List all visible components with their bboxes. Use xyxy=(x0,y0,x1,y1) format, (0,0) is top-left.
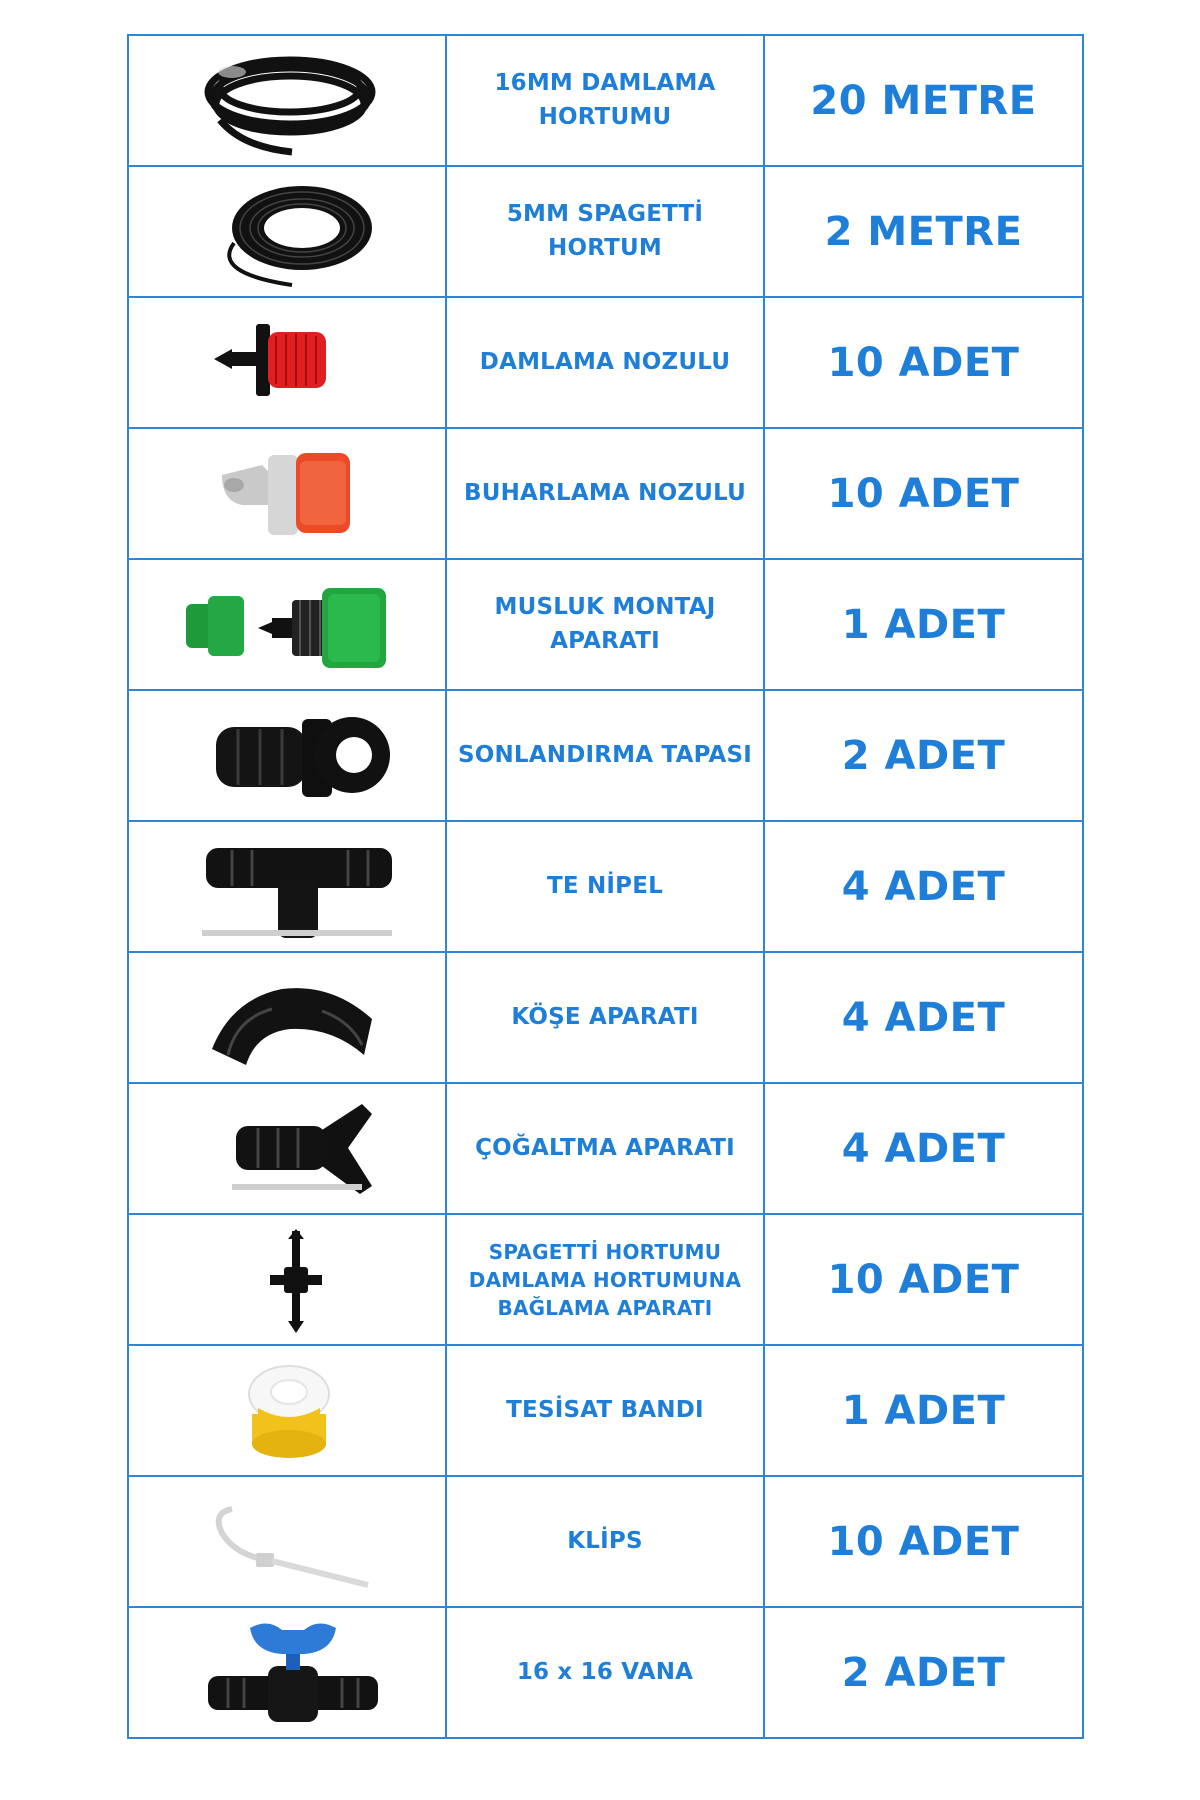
table-row xyxy=(128,1214,1083,1345)
quantity-cell xyxy=(764,297,1083,428)
product-quantity: 1 ADET xyxy=(841,601,1006,648)
valve-icon xyxy=(172,1614,402,1732)
product-name: SONLANDIRMA TAPASI xyxy=(457,741,753,768)
product-name: KLİPS xyxy=(567,1527,643,1554)
product-name-cell xyxy=(446,1607,764,1738)
barbed-connector-icon xyxy=(172,1221,402,1339)
quantity-cell xyxy=(764,690,1083,821)
product-name: DAMLAMA NOZULU xyxy=(479,348,731,375)
table-row xyxy=(128,35,1083,166)
quantity-cell xyxy=(764,821,1083,952)
product-name: TE NİPEL xyxy=(546,872,664,899)
product-quantity: 20 METRE xyxy=(810,77,1037,124)
product-name-cell xyxy=(446,559,764,690)
product-name: 16MM DAMLAMA HORTUMU xyxy=(494,70,716,130)
end-cap-icon xyxy=(172,697,402,815)
product-name-cell xyxy=(446,1214,764,1345)
plumbing-tape-icon xyxy=(172,1352,402,1470)
product-image-cell xyxy=(128,297,446,428)
product-name-cell xyxy=(446,690,764,821)
quantity-cell xyxy=(764,1476,1083,1607)
product-name: SPAGETTİ HORTUMU DAMLAMA HORTUMUNA BAĞLAMA APARATI xyxy=(468,1239,742,1320)
product-quantity: 10 ADET xyxy=(827,470,1020,517)
product-name: ÇOĞALTMA APARATI xyxy=(475,1134,735,1161)
quantity-cell xyxy=(764,1083,1083,1214)
quantity-cell xyxy=(764,35,1083,166)
table-row xyxy=(128,428,1083,559)
table-row xyxy=(128,821,1083,952)
product-name: 16 x 16 VANA xyxy=(516,1658,694,1685)
mist-nozzle-icon xyxy=(172,435,402,553)
product-name-cell xyxy=(446,428,764,559)
table-row xyxy=(128,559,1083,690)
product-image-cell xyxy=(128,35,446,166)
product-quantity: 10 ADET xyxy=(827,1256,1020,1303)
product-image-cell xyxy=(128,690,446,821)
product-name-cell xyxy=(446,952,764,1083)
cable-tie-icon xyxy=(172,1483,402,1601)
parts-sheet xyxy=(127,34,1076,1739)
quantity-cell xyxy=(764,559,1083,690)
coiled-drip-hose-icon xyxy=(172,42,402,160)
product-quantity: 10 ADET xyxy=(827,1518,1020,1565)
product-quantity: 10 ADET xyxy=(827,339,1020,386)
product-image-cell xyxy=(128,1607,446,1738)
product-name: KÖŞE APARATI xyxy=(511,1003,699,1030)
product-name-cell xyxy=(446,821,764,952)
table-row xyxy=(128,1083,1083,1214)
product-image-cell xyxy=(128,166,446,297)
product-image-cell xyxy=(128,559,446,690)
red-drip-nozzle-icon xyxy=(172,304,402,422)
product-image-cell xyxy=(128,1476,446,1607)
product-name-cell xyxy=(446,1083,764,1214)
product-quantity: 4 ADET xyxy=(841,1125,1006,1172)
product-image-cell xyxy=(128,1083,446,1214)
tee-fitting-icon xyxy=(172,828,402,946)
quantity-cell xyxy=(764,428,1083,559)
quantity-cell xyxy=(764,952,1083,1083)
product-image-cell xyxy=(128,821,446,952)
quantity-cell xyxy=(764,1214,1083,1345)
product-quantity: 1 ADET xyxy=(841,1387,1006,1434)
elbow-fitting-icon xyxy=(172,959,402,1077)
quantity-cell xyxy=(764,166,1083,297)
product-quantity: 2 ADET xyxy=(841,732,1006,779)
product-name: BUHARLAMA NOZULU xyxy=(464,479,746,506)
product-name-cell xyxy=(446,1345,764,1476)
splitter-fitting-icon xyxy=(172,1090,402,1208)
product-name: 5MM SPAGETTİ HORTUM xyxy=(506,201,704,261)
quantity-cell xyxy=(764,1345,1083,1476)
product-image-cell xyxy=(128,428,446,559)
product-image-cell xyxy=(128,1214,446,1345)
product-quantity: 2 ADET xyxy=(841,1649,1006,1696)
table-row xyxy=(128,690,1083,821)
table-row xyxy=(128,1607,1083,1738)
parts-table xyxy=(127,34,1084,1739)
product-quantity: 2 METRE xyxy=(824,208,1023,255)
product-quantity: 4 ADET xyxy=(841,863,1006,910)
product-image-cell xyxy=(128,952,446,1083)
product-quantity: 4 ADET xyxy=(841,994,1006,1041)
product-name: TESİSAT BANDI xyxy=(506,1396,704,1423)
product-name-cell xyxy=(446,297,764,428)
quantity-cell xyxy=(764,1607,1083,1738)
product-name-cell xyxy=(446,35,764,166)
coiled-spaghetti-hose-icon xyxy=(172,173,402,291)
table-row xyxy=(128,952,1083,1083)
product-name-cell xyxy=(446,166,764,297)
table-row xyxy=(128,166,1083,297)
table-row xyxy=(128,297,1083,428)
table-row xyxy=(128,1345,1083,1476)
tap-connector-icon xyxy=(172,566,402,684)
product-name: MUSLUK MONTAJ APARATI xyxy=(494,594,716,654)
table-row xyxy=(128,1476,1083,1607)
product-image-cell xyxy=(128,1345,446,1476)
product-name-cell xyxy=(446,1476,764,1607)
